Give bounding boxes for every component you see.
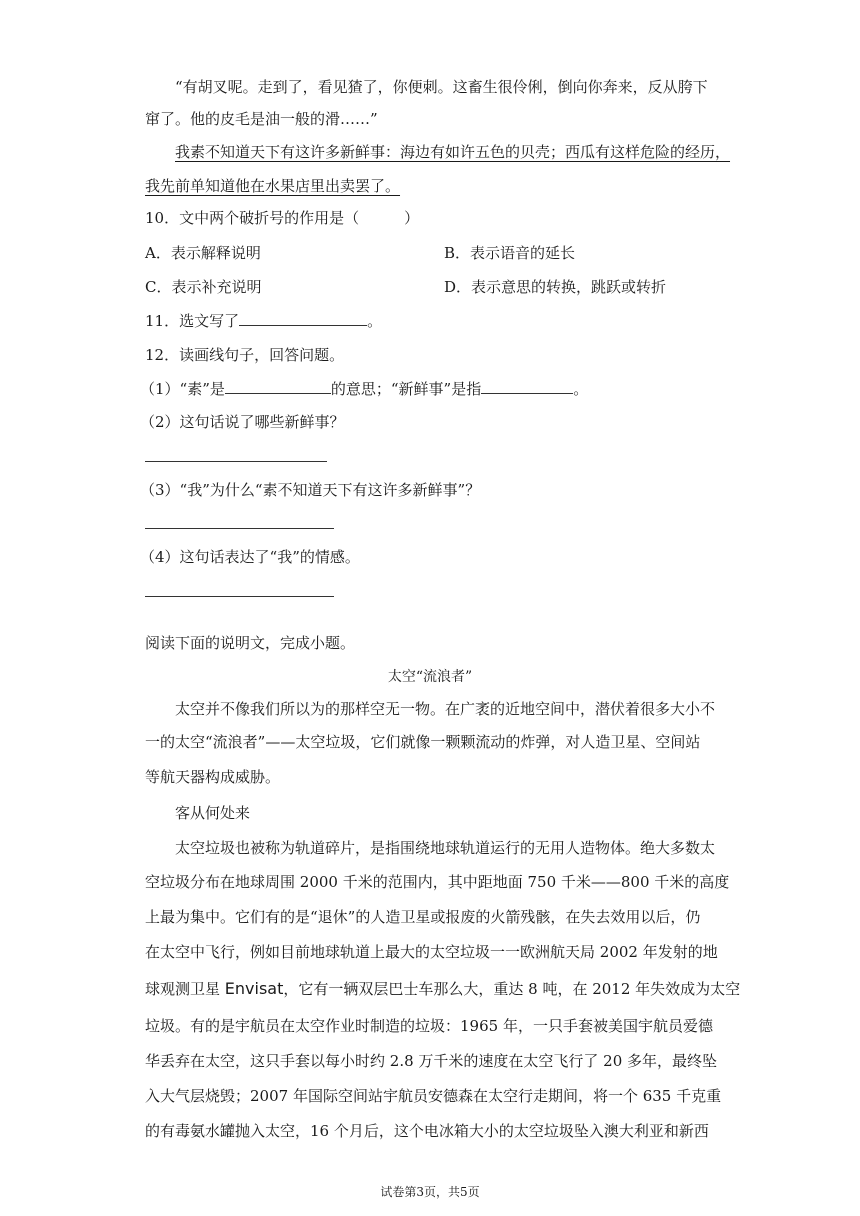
underlined-sentence: 我素不知道天下有这许多新鲜事：海边有如许五色的贝壳；西瓜有这样危险的经历， [175, 143, 731, 161]
question-11 [145, 311, 382, 331]
article-line: 上最为集中。它们有的是“退休”的人造卫星或报废的火箭残骸，在失去效用以后，仍 [145, 908, 701, 926]
question-12-part-1 [140, 379, 588, 399]
article-line: 等航天器构成威胁。 [145, 768, 281, 786]
question-12-part-4: （4）这句话表达了“我”的情感。 [140, 548, 360, 566]
article-line: 在太空中飞行，例如目前地球轨道上最大的太空垃圾一一欧洲航天局 2002 年发射的地 [145, 943, 718, 961]
question-12-stem: 12．读画线句子，回答问题。 [145, 346, 345, 364]
article-line: 空垃圾分布在地球周围 2000 千米的范围内，其中距地面 750 千米——800 千米的高度 [145, 873, 730, 891]
part-1-text: 的意思；“新鲜事”是指 [330, 380, 482, 398]
article-line: 入大气层烧毁；2007 年国际空间站宇航员安德森在太空行走期间，将一个 635 千克重 [145, 1087, 722, 1105]
underlined-sentence: 我先前单知道他在水果店里出卖罢了。 [145, 177, 401, 195]
punctuation: 。 [573, 380, 589, 398]
question-12-part-2: （2）这句话说了哪些新鲜事？ [140, 413, 345, 431]
punctuation: 。 [367, 312, 383, 330]
question-12-part-3: （3）“我”为什么“素不知道天下有这许多新鲜事”？ [140, 481, 481, 499]
article-line: 一的太空“流浪者”——太空垃圾，它们就像一颗颗流动的炸弹，对人造卫星、空间站 [145, 733, 701, 751]
answer-line[interactable] [145, 528, 334, 529]
article-title: 太空“流浪者” [387, 669, 473, 685]
article-line: 的有毒氨水罐抛入太空，16 个月后，这个电冰箱大小的太空垃圾坠入澳大利亚和新西 [145, 1122, 709, 1140]
satellite-name: Envisat [224, 979, 284, 998]
passage-line: “有胡叉呢。走到了，看见猹了，你便刺。这畜生很伶俐，倒向你奔来，反从胯下 [175, 78, 708, 96]
section-intro: 阅读下面的说明文，完成小题。 [145, 634, 356, 652]
passage-line: 窜了。他的皮毛是油一般的滑……” [145, 110, 378, 128]
question-11-text: 11．选文写了 [145, 312, 240, 330]
question-10-stem: 10．文中两个破折号的作用是（ ） [145, 209, 420, 227]
answer-blank[interactable] [225, 379, 331, 394]
option-c: C．表示补充说明 [145, 278, 262, 296]
answer-blank[interactable] [239, 311, 367, 326]
answer-blank[interactable] [481, 379, 573, 394]
article-line: 太空垃圾也被称为轨道碎片，是指围绕地球轨道运行的无用人造物体。绝大多数太 [175, 839, 716, 857]
article-line: 华丢弃在太空，这只手套以每小时约 2.8 万千米的速度在太空飞行了 20 多年，最终坠 [145, 1052, 718, 1070]
article-line [145, 979, 740, 999]
part-1-text: （1）“素”是 [140, 380, 225, 398]
option-d: D．表示意思的转换，跳跃或转折 [444, 278, 667, 296]
answer-line[interactable] [145, 596, 334, 597]
option-a: A．表示解释说明 [145, 244, 261, 262]
option-b: B．表示语音的延长 [444, 244, 576, 262]
article-subheading: 客从何处来 [175, 804, 251, 822]
article-line: 太空并不像我们所以为的那样空无一物。在广袤的近地空间中，潜伏着很多大小不 [175, 700, 716, 718]
article-text: ，它有一辆双层巴士车那么大，重达 8 吨，在 2012 年失效成为太空 [283, 980, 741, 998]
answer-line[interactable] [145, 461, 327, 462]
article-line: 垃圾。有的是宇航员在太空作业时制造的垃圾：1965 年，一只手套被美国宇航员爱德 [145, 1017, 713, 1035]
page-footer: 试卷第3页，共5页 [380, 1185, 480, 1199]
article-text: 球观测卫星 [145, 980, 225, 998]
